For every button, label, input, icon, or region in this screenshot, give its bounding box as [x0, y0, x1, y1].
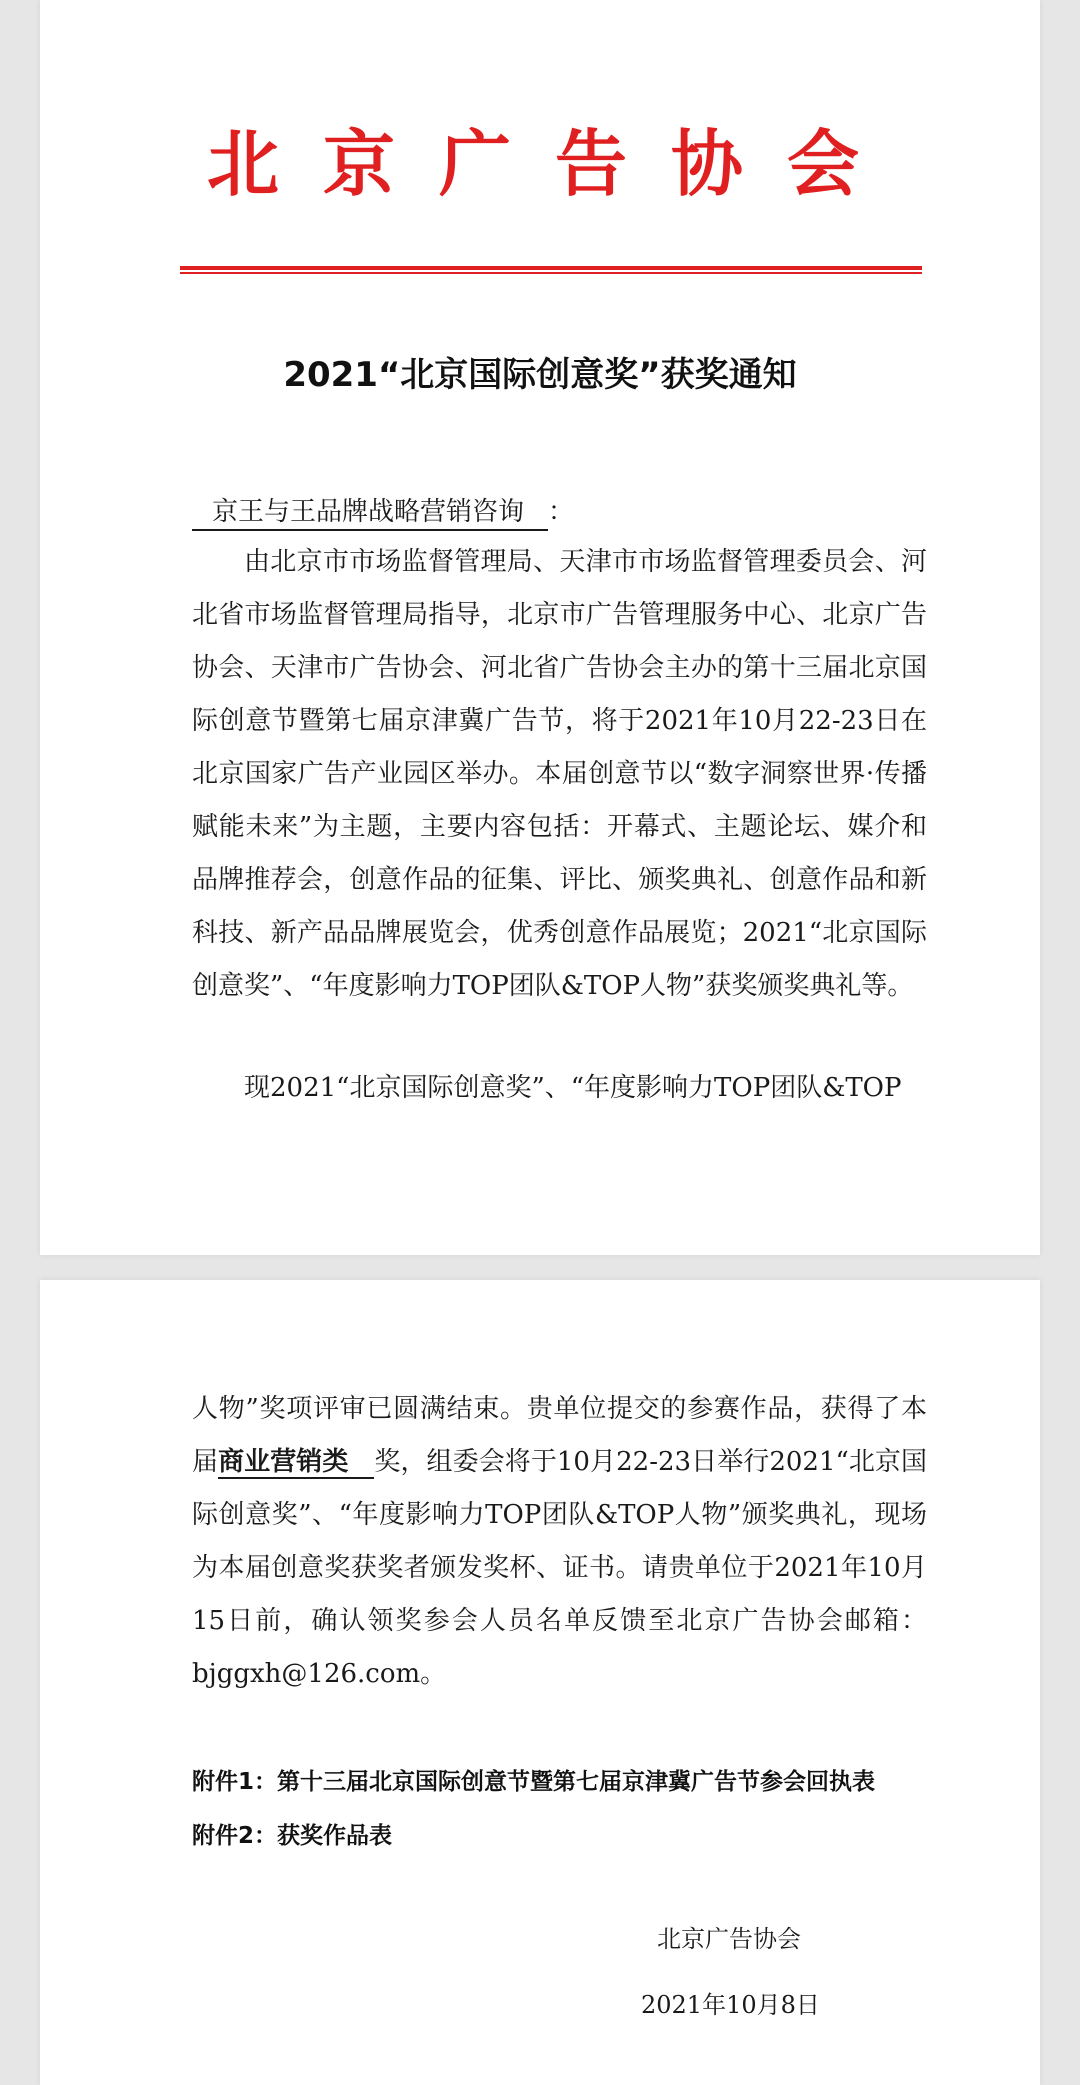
signature-date: 2021年10月8日 — [641, 1991, 820, 2019]
addressee-line — [192, 488, 927, 536]
notice-paragraph-2-start: 现2021“北京国际创意奖”、“年度影响力TOP团队&TOP — [244, 1073, 902, 1103]
letterhead-rule-thin — [180, 272, 922, 274]
award-category: 商业营销类 — [218, 1447, 374, 1479]
addressee-name: 京王与王品牌战略营销咨询 — [192, 497, 548, 531]
document-page-1 — [40, 0, 1040, 1255]
signature-organization: 北京广告协会 — [657, 1925, 801, 1953]
notice-title: 2021“北京国际创意奖”获奖通知 — [283, 355, 797, 395]
document-page-2 — [40, 1280, 1040, 2085]
addressee-suffix: ： — [548, 497, 575, 527]
letterhead-title: 北京广告协会 — [206, 122, 903, 206]
attachment-1: 附件1：第十三届北京国际创意节暨第七届京津冀广告节参会回执表 — [192, 1769, 876, 1795]
notice-paragraph-1: 由北京市市场监督管理局、天津市市场监督管理委员会、河北省市场监督管理局指导，北京市广告管理服务中心、北京广告协会、天津市广告协会、河北省广告协会主办的第十三届北京国际创意节暨第七届京津冀广告节，将于2021年10月22-23日在北京国家广告产业园区举办。本届创意节以“数字洞察世界·传播赋能未来”为主题，主要内容包括：开幕式、主题论坛、媒介和品牌推荐会，创意作品的征集、评比、颁奖典礼、创意作品和新科技、新产品品牌展览会，优秀创意作品展览；2021“北京国际创意奖”、“年度影响力TOP团队&TOP人物”获奖颁奖典礼等。 — [192, 547, 927, 1001]
notice-paragraph-2-continued — [192, 1383, 927, 1701]
paragraph-2-part-a: 人物”奖项评审已圆满结束。贵单位提交的参赛作品，获得了本届 — [192, 1394, 927, 1477]
attachment-2: 附件2：获奖作品表 — [192, 1823, 393, 1849]
letterhead-rule-thick — [180, 266, 922, 270]
paragraph-2-part-b: 奖，组委会将于10月22-23日举行2021“北京国际创意奖”、“年度影响力TOP团队&TOP人物”颁奖典礼，现场为本届创意奖获奖者颁发奖杯、证书。请贵单位于2021年10月15日前，确认领奖参会人员名单反馈至北京广告协会邮箱：bjggxh@126.com。 — [192, 1447, 927, 1689]
